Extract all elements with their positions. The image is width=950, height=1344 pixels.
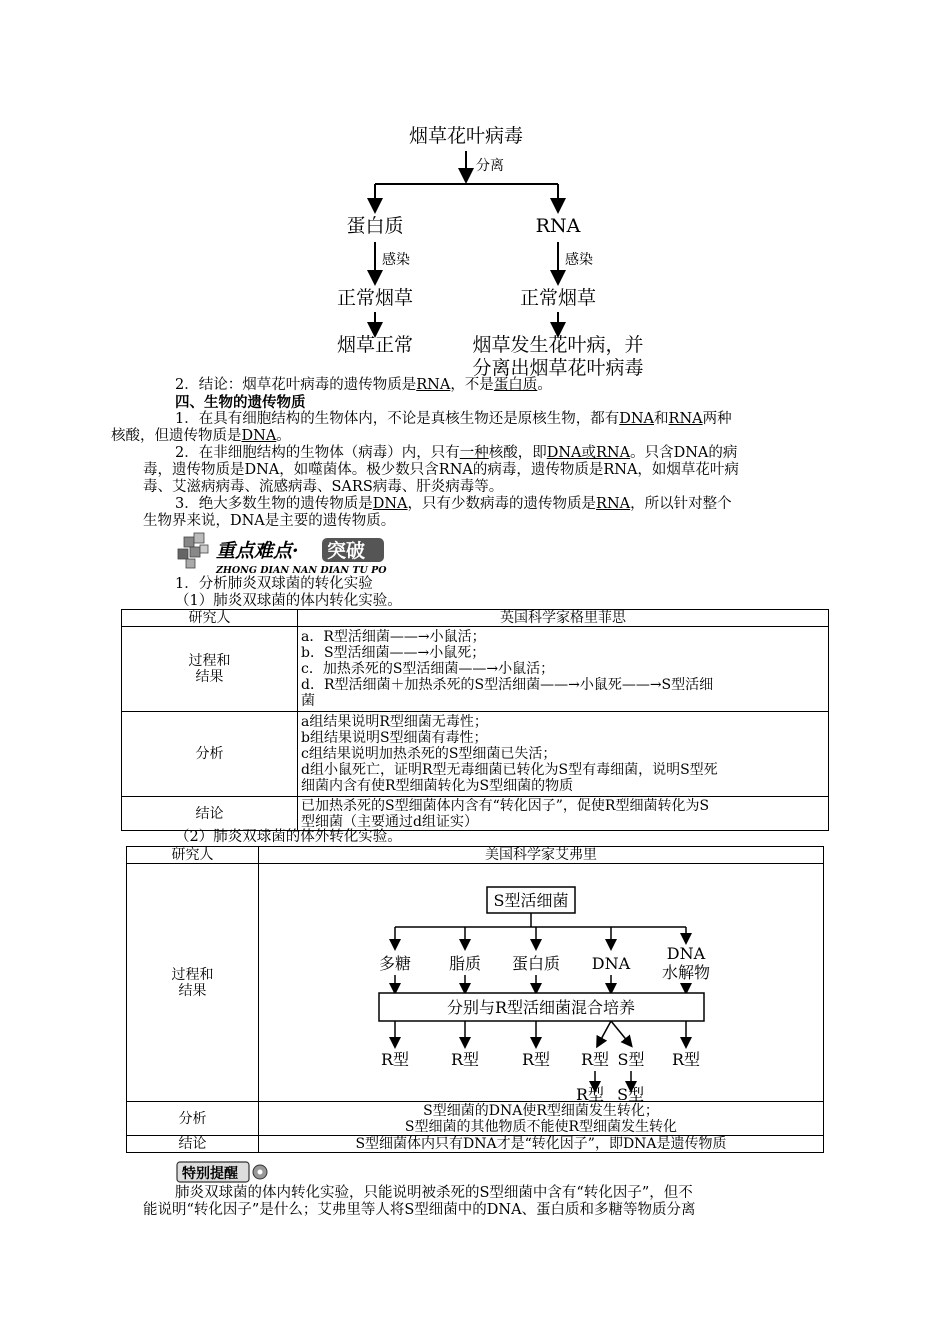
avery-r1: R型 (380, 1049, 410, 1069)
avery-r4: R型 (580, 1049, 610, 1069)
tmv-protein: 蛋白质 (346, 215, 404, 237)
avery-item-protein: 蛋白质 (511, 953, 561, 973)
tmv-root: 烟草花叶病毒 (408, 125, 524, 147)
tmv-diagram (330, 118, 660, 380)
griffith-table (121, 609, 829, 831)
tmv-rna: RNA (535, 215, 581, 237)
key-line2: （1）肺炎双球菌的体内转化实验。 (175, 593, 402, 609)
avery-item-polysaccharide: 多糖 (378, 953, 412, 973)
banner-title: 重点难点· (216, 540, 299, 562)
avery-mix: 分别与R型活细菌混合培养 (446, 997, 636, 1017)
avery-bottom-r: R型 (576, 1085, 605, 1104)
avery-r2: R型 (450, 1049, 480, 1069)
tmv-infect-right: 感染 (565, 252, 593, 268)
tmv-result-right-2: 分离出烟草花叶病毒 (472, 357, 644, 379)
t2-row3-left: 结论 (127, 1136, 259, 1153)
avery-bottom-s: S型 (617, 1085, 645, 1104)
t2-row3-right: S型细菌体内只有DNA才是“转化因子”，即DNA是遗传物质 (259, 1136, 824, 1153)
t1-header-left: 研究人 (122, 610, 298, 627)
section4-heading: 四、生物的遗传物质 (175, 394, 306, 411)
tmv-plant-left: 正常烟草 (336, 287, 414, 309)
avery-diagram (259, 865, 819, 1101)
section4-p2: 2．在非细胞结构的生物体（病毒）内，只有一种核酸，即DNA或RNA。只含DNA的病 毒，遗传物质是DNA，如噬菌体。极少数只含RNA的病毒，遗传物质是RNA，如烟草花叶病 毒、艾滋病病毒、流感病毒、SARS病毒、肝炎病毒等。 (143, 445, 739, 495)
t1-row1-left: 过程和 结果 (122, 627, 298, 712)
section4-p1: 1．在具有细胞结构的生物体内，不论是真核生物还是原核生物，都有DNA和RNA两种 核酸，但遗传物质是DNA。 (111, 411, 732, 444)
t1-row2-left: 分析 (122, 712, 298, 797)
t2-header-right: 美国科学家艾弗里 (259, 847, 824, 864)
t1-header-right: 英国科学家格里菲思 (298, 610, 829, 627)
avery-item-dna: DNA (591, 953, 631, 973)
gear-icon (253, 1165, 267, 1179)
banner-pinyin: ZHONG DIAN NAN DIAN TU PO (216, 565, 387, 575)
cube-logo-icon (176, 531, 401, 575)
tmv-result-right-1: 烟草发生花叶病，并 (472, 334, 644, 356)
t1-row1-right: a．R型活细菌——→小鼠活； b．S型活细菌——→小鼠死； c．加热杀死的S型活细菌——→小鼠活； d．R型活细菌＋加热杀死的S型活细菌——→小鼠死——→S型活细 菌 (298, 627, 829, 712)
t2-row1-right (259, 864, 824, 1102)
t1-row3-right: 已加热杀死的S型细菌体内含有“转化因子”，促使R型细菌转化为S 型细菌（主要通过d组证实） (298, 797, 829, 831)
banner-badge: 突破 (327, 540, 366, 562)
t2-header-left: 研究人 (127, 847, 259, 864)
t2-row2-right: S型细菌的DNA使R型细菌发生转化； S型细菌的其他物质不能使R型细菌发生转化 (259, 1102, 824, 1136)
avery-table (126, 846, 824, 1153)
section4-p3: 3．绝大多数生物的遗传物质是DNA，只有少数病毒的遗传物质是RNA，所以针对整个 生物界来说，DNA是主要的遗传物质。 (143, 496, 732, 529)
key-line1: 1．分析肺炎双球菌的转化实验 (175, 576, 373, 592)
tmv-split-label: 分离 (476, 158, 504, 174)
avery-bottom-labels (576, 1082, 644, 1105)
t2-row1-left: 过程和 结果 (127, 864, 259, 1102)
tmv-infect-left: 感染 (382, 252, 410, 268)
avery-item-hydrolysate: 水解物 (661, 962, 711, 982)
avery-item-dna2: DNA (666, 943, 706, 963)
tip-label: 特别提醒 (182, 1166, 238, 1182)
key-line3: （2）肺炎双球菌的体外转化实验。 (175, 829, 402, 845)
t2-row2-left: 分析 (127, 1102, 259, 1136)
avery-item-lipid: 脂质 (448, 953, 482, 973)
tmv-result-left: 烟草正常 (336, 334, 414, 356)
tmv-plant-right: 正常烟草 (519, 287, 597, 309)
avery-s4: S型 (617, 1049, 645, 1069)
t1-row3-left: 结论 (122, 797, 298, 831)
special-tip-tag (176, 1160, 274, 1184)
key-points-banner (176, 531, 401, 575)
avery-top: S型活细菌 (493, 890, 569, 910)
conclusion-line: 2．结论：烟草花叶病毒的遗传物质是RNA，不是蛋白质。 (175, 377, 552, 393)
t1-row2-right: a组结果说明R型细菌无毒性； b组结果说明S型细菌有毒性； c组结果说明加热杀死的S型细菌已失活； d组小鼠死亡，证明R型无毒细菌已转化为S型有毒细菌，说明S型死 细菌内含有使R型细菌转化为S型细菌的物质 (298, 712, 829, 797)
tip-text: 肺炎双球菌的体内转化实验，只能说明被杀死的S型细菌中含有“转化因子”，但不 能说明“转化因子”是什么；艾弗里等人将S型细菌中的DNA、蛋白质和多糖等物质分离 (143, 1185, 696, 1218)
avery-r3: R型 (521, 1049, 551, 1069)
avery-r5: R型 (671, 1049, 701, 1069)
